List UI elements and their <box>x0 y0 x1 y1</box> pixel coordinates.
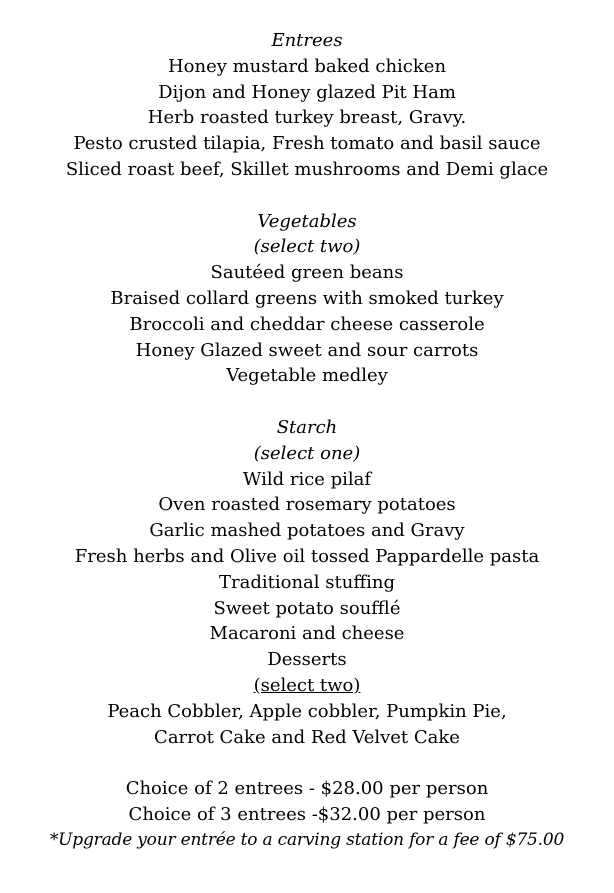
starch-item: Macaroni and cheese <box>209 623 405 645</box>
price-two-entrees: Choice of 2 entrees - $28.00 per person <box>125 778 489 800</box>
vegetable-item: Honey Glazed sweet and sour carrots <box>135 339 479 361</box>
vegetable-item: Vegetable medley <box>226 365 388 387</box>
entree-item: Sliced roast beef, Skillet mushrooms and Demi glace <box>65 158 549 180</box>
starch-item: Garlic mashed potatoes and Gravy <box>149 520 465 542</box>
starch-note: (select one) <box>253 442 361 464</box>
vegetable-item: Broccoli and cheddar cheese casserole <box>129 313 485 335</box>
vegetables-note: (select two) <box>253 236 361 258</box>
starch-heading: Starch <box>276 416 338 438</box>
carving-station-footnote: *Upgrade your entrée to a carving station for a fee of $75.00 <box>49 829 565 850</box>
catering-menu <box>0 28 614 854</box>
starch-item: Traditional stuffing <box>219 571 395 593</box>
dessert-item: Carrot Cake and Red Velvet Cake <box>154 726 460 748</box>
entree-item: Dijon and Honey glazed Pit Ham <box>158 81 456 103</box>
price-three-entrees: Choice of 3 entrees -$32.00 per person <box>128 803 486 825</box>
desserts-note: (select two) <box>253 674 361 696</box>
starch-item: Sweet potato soufflé <box>213 597 401 619</box>
starch-item: Wild rice pilaf <box>242 468 372 490</box>
section-spacer <box>0 389 614 415</box>
section-spacer <box>0 183 614 209</box>
desserts-note-line <box>0 673 614 699</box>
vegetable-item: Braised collard greens with smoked turkey <box>110 287 504 309</box>
entree-item: Pesto crusted tilapia, Fresh tomato and basil sauce <box>73 133 541 155</box>
vegetable-item: Sautéed green beans <box>210 262 404 284</box>
vegetables-heading: Vegetables <box>257 210 357 232</box>
starch-item: Oven roasted rosemary potatoes <box>158 494 456 516</box>
entrees-heading: Entrees <box>271 30 343 51</box>
entree-item: Herb roasted turkey breast, Gravy. <box>147 107 467 129</box>
dessert-item: Peach Cobbler, Apple cobbler, Pumpkin Pie, <box>107 700 507 722</box>
desserts-heading: Desserts <box>267 649 347 671</box>
section-spacer <box>0 750 614 776</box>
entree-item: Honey mustard baked chicken <box>167 55 447 77</box>
starch-item: Fresh herbs and Olive oil tossed Pappardelle pasta <box>74 545 540 567</box>
